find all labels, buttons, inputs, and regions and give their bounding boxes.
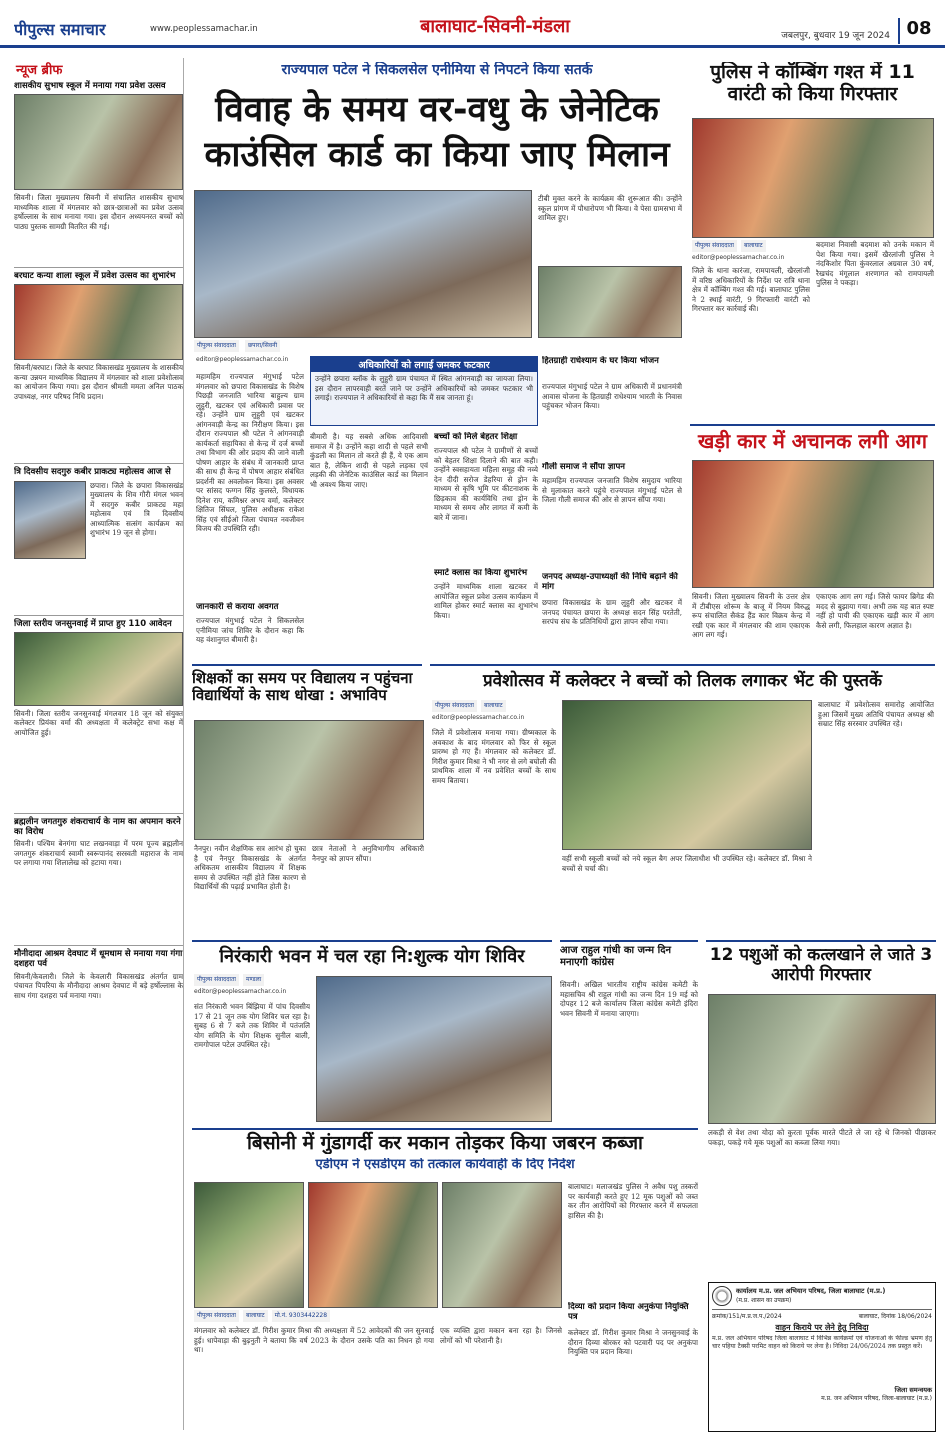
books-headline: प्रवेशोत्सव में कलेक्टर ने बच्चों को तिलक लगाकर भेंट की पुस्तकें bbox=[430, 664, 935, 696]
site-url[interactable]: www.peoplessamachar.in bbox=[150, 24, 258, 34]
encroach-text: मंगलवार को कलेक्टर डॉ. गिरीश कुमार मिश्रा की अध्यक्षता में 52 आवेदकों की जन सुनवाई हुई। धापेवाड़ा की बुढ़नुती ने बताया कि वर्ष 2023 के दौरान उसके पति का निधन हो गया था। bbox=[194, 1326, 434, 1354]
tender-notice bbox=[708, 1282, 936, 1432]
lead-subhead-janakari: जानकारी से कराया अवगत bbox=[196, 602, 279, 612]
lead-photo-caption bbox=[194, 340, 532, 352]
lead-col2-text: बीमारी है। यह सबसे अधिक आदिवासी समाज में है। उन्होंने कहा शादी से पहले सभी कुंडली का मिलान तो करते ही हैं, ये एक आम बात है, लेकिन शादी से पहले लड़का एवं लड़की की जेनेटिक काउंसिल कार्ड का मिलान भी अवश्य किया जाए। bbox=[310, 432, 428, 489]
photo-credit: पीपुल्स संवाददाता bbox=[194, 974, 239, 986]
dateline: छपारा/सिवनी bbox=[245, 340, 280, 352]
lead-gauli-text: महामहिम राज्यपाल जनजाति विशेष समुदाय भारिया से मुलाकात करने पहुंचे राज्यपाल मंगुभाई पटेल से जिला गौली समाज की ओर से ज्ञापन सौंपा गया। bbox=[542, 476, 682, 504]
lead-janpad-text: छपारा विकासखंड के ग्राम लुहुरी और खटकर में जनपद पंचायत छपारा के अध्यक्ष सदन सिंह परतेती, सरपंच संघ के प्रतिनिधियों द्वारा ज्ञापन सौंपा गया। bbox=[542, 598, 682, 626]
notice-sign-2: म.प्र. जन अभियान परिषद, जिला-बालाघाट (म.प्र.) bbox=[821, 1395, 932, 1402]
books-text-3: बालाघाट में प्रवेशोत्सव समारोह आयोजित हुआ जिसमें मुख्य अतिथि पंचायत अध्यक्ष श्री सम्राट सिंह सरस्वार उपस्थित रहे। bbox=[818, 700, 934, 728]
notice-sign: जिला समन्वयक bbox=[894, 1386, 932, 1394]
lead-body: महामहिम राज्यपाल मंगुभाई पटेल मंगलवार को छपारा विकासखंड के विशेष पिछड़ी जनजाति भारिया बाहुल्य ग्राम लुहुरी, खटकर एवं अधिकारी प्रवास पर रहे। उन्होंने ग्राम लुहुरी एवं खटकर आंगनवाड़ी केन्द्र का निरीक्षण किया। इस दौरान राज्यपाल श्री पटेल ने आंगनवाड़ी कार्यकर्ता सहायिका से केन्द्र में दर्ज बच्चों तथा विभाग की ओर प्रदाय की जाने वाली पोषण आहार के संबंध में जानकारी प्राप्त की साथ ही केन्द्र में पोषण आहार संबंधित प्रदर्शनी का अवलोकन किया। इस अवसर पर सांसद फग्गन सिंह कुलस्ते, विधायक दिनेश राय, कमिश्नर अभय वर्मा, कलेक्टर क्षितिज सिंघल, पुलिस अधीक्षक राकेश सिंह एवं सीईओ जिला पंचायत नवजीवन विजय की उपस्थिति रही। bbox=[196, 372, 304, 533]
diwya-text: कलेक्टर डॉ. गिरीश कुमार मिश्रा ने जनसुनवाई के दौरान दिव्या बोरकर को पटवारी पद पर अनुकंपा नियुक्ति पत्र प्रदान किया। bbox=[568, 1328, 698, 1356]
yoga-caption bbox=[194, 974, 314, 986]
books-photo bbox=[562, 700, 812, 850]
books-text: जिले में प्रवेशोत्सव मनाया गया। ग्रीष्मकाल के अवकाश के बाद मंगलवार को फिर से स्कूल प्रारम्भ हो गए हैं। मंगलवार को कलेक्टर डॉ. गिरीश कुमार मिश्रा ने भी नगर से लगे बघोली की प्राथमिक शाला में नव प्रवेशित बच्चों के साथ समय बिताया। bbox=[432, 728, 556, 785]
lead-bacche-text: राज्यपाल श्री पटेल ने ग्रामीणों से बच्चों को बेहतर शिक्षा दिलाने की बात कही। उन्होंने स्वसहायता महिला समूह की नव्ये देन दीदी सरोज डेहरिया से ड्रोन के माध्यम से कृषि भूमि पर कीटनाशक के छिड़काव की कार्यविधि तथा ड्रोन के माध्यम से समय और लागत में कमी के बारे में जाना। bbox=[434, 446, 538, 522]
lead-subhead-gauli: गौली समाज ने सौंपा ज्ञापन bbox=[542, 462, 626, 472]
photo-credit: पीपुल्स संवाददाता bbox=[432, 700, 477, 712]
yoga-text: संत निरंकारी भवन बिंझिया में पांच दिवसीय 17 से 21 जून तक योग शिविर चल रहा है। सुबह 6 से 7 बजे तक शिविर में पतंजलि योग समिति के योग शिक्षक सुनील बाली, रामगोपाल पटेल उपस्थित रहे। bbox=[194, 1002, 310, 1049]
dateline: बालाघाट bbox=[243, 1310, 268, 1322]
lead-side-text: टीबी मुक्त करने के कार्यक्रम की शुरूआत की। उन्होंने स्कूल प्रांगण में पौधारोपण भी किया। वे पेसा ग्रामसभा में शामिल हुए। bbox=[538, 194, 682, 222]
brief-title: जिला स्तरीय जनसुनवाई में प्राप्त हुए 110 आवेदन bbox=[14, 618, 172, 629]
notice-number: क्रमांक/151/म.प्र.ज.प./2024 bbox=[712, 1313, 782, 1320]
brief-text: सिवनी। पश्चिम बेनगंगा घाट लखनवाड़ा में परम पूज्य ब्रह्मलीन जगतगुरु शंकराचार्य स्वामी स्वरूपानंद सरस्वती महाराज के नाम पर लगाया गया शिलालेख को हटाया गया। bbox=[14, 839, 183, 868]
notice-office: कार्यालय म.प्र. जल अभियान परिषद, जिला बालाघाट (म.प्र.) bbox=[736, 1287, 886, 1296]
officials-box-text: उन्होंने छपारा ब्लॉक के लुहुरी ग्राम पंचायत में स्थित आंगनवाड़ी का जायजा लिया। इस दौरान लापरवाही बरतें जाने पर उन्होंने अधिकारियों को जमकर फटकार भी लगाई। राज्यपाल ने अधिकारियों से कहा कि मैं सब जानता हूं। bbox=[315, 374, 533, 402]
masthead bbox=[0, 0, 945, 48]
notice-date: बालाघाट, दिनांक 18/06/2024 bbox=[858, 1313, 932, 1320]
encroach-text-2: एक व्यक्ति द्वारा मकान बना रहा है। जिनसे लोगों को भी परेशानी है। bbox=[440, 1326, 562, 1345]
lead-bhojan-text: राज्यपाल मंगुभाई पटेल ने ग्राम अधिकारी में प्रधानमंत्री आवास योजना के हितग्राही राधेश्याम भारती के निवास पहुंचकर भोजन किया। bbox=[542, 382, 682, 410]
brief-title: शासकीय सुभाष स्कूल में मनाया गया प्रवेश उत्सव bbox=[14, 81, 166, 91]
encroach-photo-2 bbox=[308, 1182, 438, 1308]
brief-item bbox=[14, 615, 183, 809]
lead-side-photo bbox=[538, 266, 682, 338]
brief-item bbox=[14, 813, 183, 941]
brief-text: सिवनी/केवलारी। जिले के केवलारी विकासखंड अंतर्गत ग्राम पंचायत पिपरिया के मौनीदादा आश्रम देवघाट में बड़े हर्षोल्लास के साथ गंगा दशहरा पर्व मनाया गया। bbox=[14, 971, 183, 1000]
brief-title: ब्रह्मलीन जगतगुरु शंकराचार्य के नाम का अपमान करने का विरोध bbox=[14, 816, 181, 837]
news-brief-column bbox=[14, 58, 184, 1430]
yoga-email[interactable]: editor@peoplessamachar.co.in bbox=[194, 988, 287, 995]
photo-credit: पीपुल्स संवाददाता bbox=[194, 340, 239, 352]
teachers-text: नैनपुर। नवीन शैक्षणिक सत्र आरंभ हो चुका है एवं नैनपुर विकासखंड के अंतर्गत अधिकतम शासकीय विद्यालय में शिक्षक समय से उपस्थित नहीं होते जिस कारण से विद्यार्थियों की पढ़ाई प्रभावित होती है। bbox=[194, 844, 306, 891]
newspaper-logo[interactable]: पीपुल्स समाचार bbox=[14, 20, 106, 39]
officials-box-title: अधिकारियों को लगाई जमकर फटकार bbox=[311, 357, 537, 372]
fire-text: सिवनी। जिला मुख्यालय सिवनी के उत्तर क्षेत्र में टीबीएस शोरूम के बाजू में नियम विरुद्ध रूप संचालित सैकंड हैंड कार विक्रय केन्द्र में रखी एक कार में मंगलवार की शाम एकाएक आग लग गई। bbox=[692, 592, 810, 639]
edition-title: बालाघाट-सिवनी-मंडला bbox=[420, 16, 570, 37]
dateline: मण्डला bbox=[243, 974, 264, 986]
brief-text: सिवनी। जिला मुख्यालय सिवनी में संचालित शासकीय सुभाष माध्यमिक शाला में मंगलवार को छात्र-छात्राओं का प्रवेश उत्सव हर्षोल्लास के साथ मनाया गया। इस दौरान अध्ययनरत बच्चों को पाठ्य पुस्तक सामग्री वितरित की गई। bbox=[14, 193, 183, 231]
lead-subhead-bacche: बच्चों को मिले बेहतर शिक्षा bbox=[434, 432, 518, 442]
brief-item bbox=[14, 267, 183, 459]
lead-janakari-text: राज्यपाल मंगुभाई पटेल ने सिकलसेल एनीमिया जांच शिविर के दौरान कहा कि यह वंशानुगत बीमारी है। bbox=[196, 616, 304, 644]
teachers-headline: शिक्षकों का समय पर विद्यालय न पहुंचना विद्यार्थियों के साथ धोखा : अभाविप bbox=[192, 664, 422, 716]
lead-smart-text: उन्होंने माध्यमिक शाला खटकर में आयोजित स्कूल प्रवेश उत्सव कार्यक्रम में शामिल होकर स्मार्ट क्लास का शुभारंभ किया। bbox=[434, 582, 538, 620]
brief-item bbox=[14, 81, 183, 263]
books-text-2: वहीं सभी स्कूली बच्चों को नये स्कूल बैग अपर जिलाधीश भी उपस्थित रहे। कलेक्टर डॉ. मिश्रा ने बच्चों से चर्चा की। bbox=[562, 854, 812, 873]
encroach-photo-3 bbox=[442, 1182, 562, 1308]
police-text-2: बदमाश निवासी बदमाश को उनके मकान में पेश किया गया। इसमें खैरलांजी पुलिस ने नंदकिशोर पिता कुंवरलाल अग्रवाल 30 वर्ष, रैखचंद मंगूलाल शरणागत को रामपायली पुलिस ने पकड़ा। bbox=[816, 240, 934, 287]
lead-subhead-smart: स्मार्ट क्लास का किया शुभारंभ bbox=[434, 568, 528, 578]
notice-text: म.प्र. जल अभियान परिषद जिला बालाघाट में विभिन्न कार्यक्रमों एवं योजनाओं के फील्ड भ्रमण हेतु चार पहिया टैक्सी परमिट वाहन को किराये पर लेना है। निविदा 24/06/2024 तक प्रस्तुत करें। bbox=[712, 1335, 932, 1351]
lead-photo bbox=[194, 190, 532, 338]
congress-headline: आज राहुल गांधी का जन्म दिन मनाएगी कांग्रेस bbox=[560, 940, 698, 976]
brief-photo bbox=[14, 481, 86, 559]
brief-photo bbox=[14, 632, 183, 706]
police-photo bbox=[692, 118, 934, 238]
brief-item bbox=[14, 463, 183, 610]
police-email[interactable]: editor@peoplessamachar.co.in bbox=[692, 254, 785, 261]
congress-text: सिवनी। अखिल भारतीय राष्ट्रीय कांग्रेस कमेटी के महासचिव श्री राहुल गांधी का जन्म दिन 19 मई को दोपहर 12 बजे कार्यालय जिला कांग्रेस कमेटी इंदिरा भवन सिवनी में मनाया जाएगा। bbox=[560, 980, 698, 1018]
notice-sub: (म.प्र. शासन का उपक्रम) bbox=[736, 1296, 792, 1304]
fire-headline: खड़ी कार में अचानक लगी आग bbox=[690, 424, 935, 456]
lead-kicker: राज्यपाल पटेल ने सिकलसेल एनीमिया से निपटने किया सतर्क bbox=[281, 62, 593, 78]
cattle-text-2: लकड़ी से वेश तथा योदा को कुरता पूर्वक मारते पीटते ले जा रहे थे जिनको पीछाकर पकड़ा, पकड़े गये मूक पशुओं का कब्जा लिया गया। bbox=[708, 1128, 936, 1147]
teachers-photo bbox=[194, 720, 424, 840]
officials-box bbox=[310, 356, 538, 426]
brief-label: न्यूज ब्रीफ bbox=[16, 63, 63, 78]
page-number: 08 bbox=[898, 18, 938, 44]
brief-title: बरघाट कन्या शाला स्कूल में प्रवेश उत्सव का शुभारंभ bbox=[14, 271, 176, 282]
dateline: बालाघाट bbox=[481, 700, 506, 712]
photo-credit: पीपुल्स संवाददाता bbox=[194, 1310, 239, 1322]
mobile-number: मो.नं. 9303442228 bbox=[272, 1310, 330, 1322]
books-email[interactable]: editor@peoplessamachar.co.in bbox=[432, 714, 525, 721]
yoga-headline: निरंकारी भवन में चल रहा नि:शुल्क योग शिविर bbox=[192, 940, 552, 970]
brief-title: मौनीदादा आश्रम देवघाट में धूमधाम से मनाया गया गंगा दशहरा पर्व bbox=[14, 949, 183, 970]
photo-credit: पीपुल्स संवाददाता bbox=[692, 240, 737, 252]
brief-text: सिवनी। जिला स्तरीय जनसुनवाई मंगलवार 18 जून को संयुक्त कलेक्टर प्रियंका वर्मा की अध्यक्षता में कलेक्ट्रेट सभा कक्ष में आयोजित हुई। bbox=[14, 708, 183, 737]
lead-subhead-bhojan: हितग्राही राधेश्याम के घर किया भोजन bbox=[542, 356, 659, 366]
brief-text: सिवनी/बरघाट। जिले के बरघाट विकासखंड मुख्यालय के शासकीय कन्या उन्नयन माध्यमिक विद्यालय में मंगलवार को शाला प्रवेशोत्सव का आयोजन किया गया। इस दौरान श्रीमती ममता अनिल पाठक उपाध्यक्ष, नगर परिषद निधि प्रदान। bbox=[14, 363, 183, 401]
lead-subhead-janpad: जनपद अध्यक्ष-उपाध्यक्षों की निधि बढ़ाने की मांग bbox=[542, 572, 678, 593]
encroach-photo-1 bbox=[194, 1182, 304, 1308]
brief-text: छपारा। जिले के छपारा विकासखंड मुख्यालय के शिव गौरी मंगल भवन में सदगुरु कबीर प्राकट्य महा महोत्सव एवं त्रि दिवसीय आध्यात्मिक सत्संग कार्यक्रम का शुभारंभ 19 जून से होगा। bbox=[90, 480, 183, 538]
police-text: जिले के थाना कारंजा, रामपायली, खैरलांजी में वरिष्ठ अधिकारियों के निर्देश पर रात्रि थाना क्षेत्र में कॉम्बिंग गश्त की गई। बालाघाट पुलिस ने 2 स्थाई वारंटी, 9 गिरफ्तारी वारंटी को गिरफ्तार कर कार्रवाई की। bbox=[692, 266, 810, 313]
cattle-headline: 12 पशुओं को कत्लखाने ले जाते 3 आरोपी गिरफ्तार bbox=[706, 940, 936, 992]
encroach-caption bbox=[194, 1310, 444, 1322]
police-headline: पुलिस ने कॉम्बिंग गश्त में 11 वारंटी को किया गिरफ्तार bbox=[710, 62, 915, 105]
brief-item bbox=[14, 945, 183, 1101]
seal-icon bbox=[712, 1286, 732, 1306]
brief-photo bbox=[14, 94, 183, 190]
lead-email[interactable]: editor@peoplessamachar.co.in bbox=[196, 356, 289, 363]
cattle-photo bbox=[708, 994, 936, 1124]
lead-headline: विवाह के समय वर-वधु के जेनेटिक काउंसिल कार्ड का किया जाए मिलान bbox=[204, 90, 670, 175]
notice-title: वाहन किराये पर लेने हेतु निविदा bbox=[775, 1323, 869, 1332]
teachers-text-2: छात्र नेताओं ने अनुविभागीय अधिकारी नैनपुर को ज्ञापन सौंपा। bbox=[312, 844, 424, 863]
diwya-subhead: दिव्या को प्रदान किया अनुकंपा नियुक्ति पत्र bbox=[568, 1302, 689, 1323]
encroach-side-text: बालाघाट। मलाजखंड पुलिस ने अवैध पशु तस्करों पर कार्यवाही करते हुए 12 मूक पशुओं को जब्त कर तीन आरोपियों को गिरफ्तार करने में सफलता हासिल की है। bbox=[568, 1182, 698, 1220]
fire-photo bbox=[692, 460, 934, 588]
fire-text-2: एकाएक आग लग गई। जिसे फायर ब्रिगेड की मदद से बुझाया गया। अभी तक यह बात स्पष्ट नहीं हो पायी की एकाएक खड़ी कार में आग कैसे लगी, फिलहाल कारण अज्ञात है। bbox=[816, 592, 934, 630]
encroach-subhead: एडीएम ने एसडीएम को तत्काल कार्यवाही के दिए निर्देश bbox=[315, 1158, 575, 1172]
encroach-headline: बिसोनी में गुंडागर्दी कर मकान तोड़कर किया जबरन कब्जा bbox=[192, 1128, 698, 1154]
brief-title: त्रि दिवसीय सदगुरु कबीर प्राकट्य महोत्सव आज से bbox=[14, 467, 171, 478]
yoga-photo bbox=[316, 976, 552, 1122]
edition-date: जबलपुर, बुधवार 19 जून 2024 bbox=[781, 31, 890, 41]
dateline: बालाघाट bbox=[741, 240, 766, 252]
brief-photo bbox=[14, 284, 183, 360]
books-caption bbox=[432, 700, 562, 712]
